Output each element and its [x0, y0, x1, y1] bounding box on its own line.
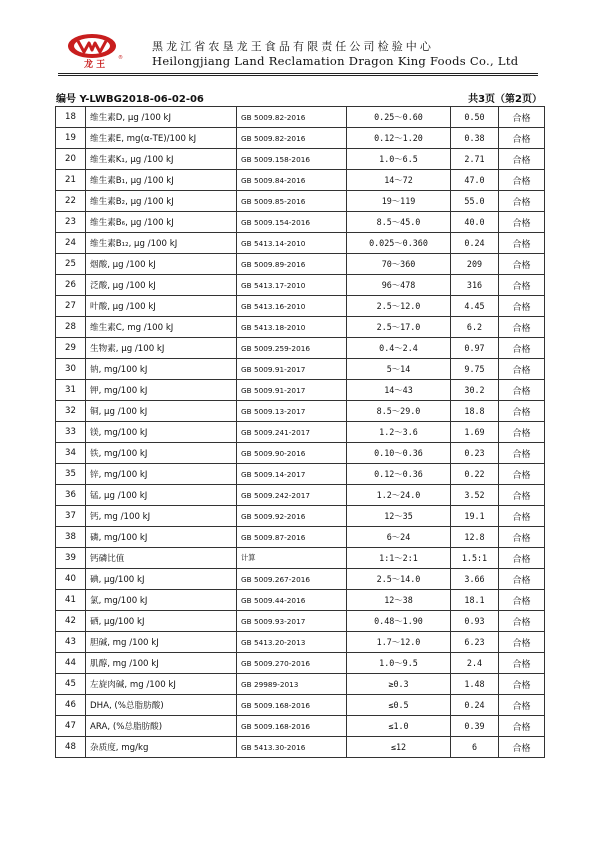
- verdict-cell: 合格: [499, 359, 545, 380]
- test-item-cell: 左旋肉碱, mg /100 kJ: [86, 674, 237, 695]
- test-item-cell: 维生素K₁, μg /100 kJ: [86, 149, 237, 170]
- verdict-cell: 合格: [499, 695, 545, 716]
- test-method-cell: GB 5009.89-2016: [237, 254, 347, 275]
- test-result-cell: 12.8: [451, 527, 499, 548]
- test-method-cell: GB 5009.93-2017: [237, 611, 347, 632]
- test-item-cell: 钙, mg /100 kJ: [86, 506, 237, 527]
- test-item-cell: 泛酸, μg /100 kJ: [86, 275, 237, 296]
- table-row: [56, 422, 545, 443]
- standard-limit-cell: 1.7～12.0: [347, 632, 451, 653]
- row-number-cell: 37: [56, 506, 86, 527]
- test-method-cell: GB 29989-2013: [237, 674, 347, 695]
- verdict-cell: 合格: [499, 674, 545, 695]
- table-row: [56, 716, 545, 737]
- logo-text: 龙 王: [84, 60, 106, 70]
- test-method-cell: GB 5413.20-2013: [237, 632, 347, 653]
- verdict-cell: 合格: [499, 422, 545, 443]
- standard-limit-cell: 12～38: [347, 590, 451, 611]
- standard-limit-cell: 1:1～2:1: [347, 548, 451, 569]
- row-number-cell: 41: [56, 590, 86, 611]
- verdict-cell: 合格: [499, 632, 545, 653]
- test-result-cell: 0.50: [451, 107, 499, 128]
- table-row: [56, 380, 545, 401]
- dragon-king-logo: [62, 32, 132, 70]
- test-item-cell: 肌醇, mg /100 kJ: [86, 653, 237, 674]
- header-rule-bottom: [58, 75, 538, 76]
- test-method-cell: GB 5009.44-2016: [237, 590, 347, 611]
- test-result-cell: 316: [451, 275, 499, 296]
- table-row: [56, 317, 545, 338]
- test-result-cell: 9.75: [451, 359, 499, 380]
- test-result-cell: 0.23: [451, 443, 499, 464]
- test-result-cell: 2.4: [451, 653, 499, 674]
- table-row: [56, 548, 545, 569]
- verdict-cell: 合格: [499, 317, 545, 338]
- page-info: 共3页（第2页）: [468, 94, 542, 105]
- row-number-cell: 32: [56, 401, 86, 422]
- test-item-cell: 锰, μg /100 kJ: [86, 485, 237, 506]
- table-row: [56, 275, 545, 296]
- verdict-cell: 合格: [499, 590, 545, 611]
- standard-limit-cell: 70～360: [347, 254, 451, 275]
- verdict-cell: 合格: [499, 107, 545, 128]
- verdict-cell: 合格: [499, 212, 545, 233]
- table-body: [56, 107, 545, 758]
- row-number-cell: 21: [56, 170, 86, 191]
- row-number-cell: 42: [56, 611, 86, 632]
- row-number-cell: 26: [56, 275, 86, 296]
- verdict-cell: 合格: [499, 380, 545, 401]
- table-row: [56, 254, 545, 275]
- standard-limit-cell: 0.12～1.20: [347, 128, 451, 149]
- table-row: [56, 338, 545, 359]
- test-method-cell: GB 5009.84-2016: [237, 170, 347, 191]
- test-item-cell: 硒, μg/100 kJ: [86, 611, 237, 632]
- test-result-cell: 0.38: [451, 128, 499, 149]
- test-result-cell: 19.1: [451, 506, 499, 527]
- test-item-cell: 钾, mg/100 kJ: [86, 380, 237, 401]
- test-result-cell: 0.97: [451, 338, 499, 359]
- verdict-cell: 合格: [499, 653, 545, 674]
- table-row: [56, 212, 545, 233]
- company-name-cn: 黑龙江省农垦龙王食品有限责任公司检验中心: [152, 40, 434, 53]
- test-item-cell: 钙磷比值: [86, 548, 237, 569]
- row-number-cell: 43: [56, 632, 86, 653]
- test-item-cell: 维生素B₁₂, μg /100 kJ: [86, 233, 237, 254]
- test-item-cell: 氯, mg/100 kJ: [86, 590, 237, 611]
- report-header: [0, 0, 596, 80]
- verdict-cell: 合格: [499, 128, 545, 149]
- test-result-cell: 0.24: [451, 695, 499, 716]
- test-item-cell: 维生素D, μg /100 kJ: [86, 107, 237, 128]
- table-row: [56, 674, 545, 695]
- test-item-cell: 铜, μg /100 kJ: [86, 401, 237, 422]
- test-item-cell: 铁, mg/100 kJ: [86, 443, 237, 464]
- test-method-cell: GB 5009.267-2016: [237, 569, 347, 590]
- row-number-cell: 46: [56, 695, 86, 716]
- test-method-cell: GB 5009.87-2016: [237, 527, 347, 548]
- test-result-cell: 18.1: [451, 590, 499, 611]
- verdict-cell: 合格: [499, 275, 545, 296]
- verdict-cell: 合格: [499, 401, 545, 422]
- report-number: 编号 Y-LWBG2018-06-02-06: [56, 94, 204, 105]
- standard-limit-cell: 1.2～24.0: [347, 485, 451, 506]
- test-item-cell: 维生素E, mg(α-TE)/100 kJ: [86, 128, 237, 149]
- test-item-cell: 磷, mg/100 kJ: [86, 527, 237, 548]
- test-item-cell: 维生素B₁, μg /100 kJ: [86, 170, 237, 191]
- verdict-cell: 合格: [499, 443, 545, 464]
- test-item-cell: 维生素C, mg /100 kJ: [86, 317, 237, 338]
- standard-limit-cell: 8.5～45.0: [347, 212, 451, 233]
- row-number-cell: 28: [56, 317, 86, 338]
- test-result-cell: 1.69: [451, 422, 499, 443]
- test-result-cell: 30.2: [451, 380, 499, 401]
- test-method-cell: GB 5009.92-2016: [237, 506, 347, 527]
- test-result-cell: 209: [451, 254, 499, 275]
- test-result-cell: 1.5:1: [451, 548, 499, 569]
- verdict-cell: 合格: [499, 548, 545, 569]
- verdict-cell: 合格: [499, 338, 545, 359]
- table-row: [56, 527, 545, 548]
- verdict-cell: 合格: [499, 149, 545, 170]
- row-number-cell: 44: [56, 653, 86, 674]
- test-item-cell: 叶酸, μg /100 kJ: [86, 296, 237, 317]
- table-row: [56, 695, 545, 716]
- row-number-cell: 47: [56, 716, 86, 737]
- standard-limit-cell: 0.12～0.36: [347, 464, 451, 485]
- row-number-cell: 45: [56, 674, 86, 695]
- test-method-cell: GB 5009.91-2017: [237, 359, 347, 380]
- test-method-cell: 计算: [237, 548, 347, 569]
- test-method-cell: GB 5413.16-2010: [237, 296, 347, 317]
- standard-limit-cell: 0.25～0.60: [347, 107, 451, 128]
- test-method-cell: GB 5009.270-2016: [237, 653, 347, 674]
- verdict-cell: 合格: [499, 296, 545, 317]
- verdict-cell: 合格: [499, 716, 545, 737]
- table-row: [56, 464, 545, 485]
- test-method-cell: GB 5009.158-2016: [237, 149, 347, 170]
- verdict-cell: 合格: [499, 464, 545, 485]
- table-row: [56, 128, 545, 149]
- row-number-cell: 48: [56, 737, 86, 758]
- test-method-cell: GB 5009.168-2016: [237, 695, 347, 716]
- company-name-en: Heilongjiang Land Reclamation Dragon King Foods Co., Ltd: [152, 54, 519, 68]
- standard-limit-cell: 14～43: [347, 380, 451, 401]
- test-result-cell: 55.0: [451, 191, 499, 212]
- row-number-cell: 31: [56, 380, 86, 401]
- test-item-cell: 钠, mg/100 kJ: [86, 359, 237, 380]
- verdict-cell: 合格: [499, 191, 545, 212]
- verdict-cell: 合格: [499, 254, 545, 275]
- test-result-cell: 3.52: [451, 485, 499, 506]
- test-item-cell: 胆碱, mg /100 kJ: [86, 632, 237, 653]
- table-row: [56, 506, 545, 527]
- test-method-cell: GB 5009.91-2017: [237, 380, 347, 401]
- test-method-cell: GB 5413.30-2016: [237, 737, 347, 758]
- standard-limit-cell: 8.5～29.0: [347, 401, 451, 422]
- test-result-cell: 6: [451, 737, 499, 758]
- test-result-cell: 0.39: [451, 716, 499, 737]
- test-item-cell: 锌, mg/100 kJ: [86, 464, 237, 485]
- test-method-cell: GB 5413.18-2010: [237, 317, 347, 338]
- verdict-cell: 合格: [499, 527, 545, 548]
- table-row: [56, 359, 545, 380]
- standard-limit-cell: 1.0～9.5: [347, 653, 451, 674]
- test-method-cell: GB 5009.90-2016: [237, 443, 347, 464]
- test-item-cell: DHA, (%总脂肪酸): [86, 695, 237, 716]
- test-result-cell: 40.0: [451, 212, 499, 233]
- table-row: [56, 107, 545, 128]
- test-item-cell: 碘, μg/100 kJ: [86, 569, 237, 590]
- test-method-cell: GB 5009.154-2016: [237, 212, 347, 233]
- test-method-cell: GB 5413.14-2010: [237, 233, 347, 254]
- standard-limit-cell: ≤0.5: [347, 695, 451, 716]
- standard-limit-cell: 14～72: [347, 170, 451, 191]
- test-item-cell: 维生素B₂, μg /100 kJ: [86, 191, 237, 212]
- standard-limit-cell: ≥0.3: [347, 674, 451, 695]
- test-result-cell: 0.24: [451, 233, 499, 254]
- row-number-cell: 30: [56, 359, 86, 380]
- row-number-cell: 27: [56, 296, 86, 317]
- test-item-cell: 镁, mg/100 kJ: [86, 422, 237, 443]
- test-method-cell: GB 5009.242-2017: [237, 485, 347, 506]
- test-result-cell: 0.22: [451, 464, 499, 485]
- row-number-cell: 22: [56, 191, 86, 212]
- table-row: [56, 632, 545, 653]
- test-result-cell: 47.0: [451, 170, 499, 191]
- table-row: [56, 149, 545, 170]
- standard-limit-cell: 19～119: [347, 191, 451, 212]
- table-row: [56, 737, 545, 758]
- header-rule-top: [58, 73, 538, 74]
- table-row: [56, 443, 545, 464]
- registered-mark: ®: [118, 55, 123, 61]
- standard-limit-cell: 0.025～0.360: [347, 233, 451, 254]
- inspection-results-table: [55, 106, 545, 758]
- table-row: [56, 590, 545, 611]
- standard-limit-cell: 6～24: [347, 527, 451, 548]
- row-number-cell: 19: [56, 128, 86, 149]
- test-result-cell: 3.66: [451, 569, 499, 590]
- verdict-cell: 合格: [499, 506, 545, 527]
- test-method-cell: GB 5009.13-2017: [237, 401, 347, 422]
- standard-limit-cell: 1.0～6.5: [347, 149, 451, 170]
- test-method-cell: GB 5413.17-2010: [237, 275, 347, 296]
- test-method-cell: GB 5009.85-2016: [237, 191, 347, 212]
- row-number-cell: 36: [56, 485, 86, 506]
- test-method-cell: GB 5009.241-2017: [237, 422, 347, 443]
- standard-limit-cell: 0.10～0.36: [347, 443, 451, 464]
- standard-limit-cell: 1.2～3.6: [347, 422, 451, 443]
- test-method-cell: GB 5009.168-2016: [237, 716, 347, 737]
- row-number-cell: 34: [56, 443, 86, 464]
- table-row: [56, 485, 545, 506]
- test-method-cell: GB 5009.259-2016: [237, 338, 347, 359]
- standard-limit-cell: 5～14: [347, 359, 451, 380]
- verdict-cell: 合格: [499, 485, 545, 506]
- standard-limit-cell: 2.5～14.0: [347, 569, 451, 590]
- test-method-cell: GB 5009.82-2016: [237, 107, 347, 128]
- row-number-cell: 24: [56, 233, 86, 254]
- test-result-cell: 2.71: [451, 149, 499, 170]
- test-result-cell: 18.8: [451, 401, 499, 422]
- row-number-cell: 40: [56, 569, 86, 590]
- table-row: [56, 170, 545, 191]
- test-item-cell: 生物素, μg /100 kJ: [86, 338, 237, 359]
- table-row: [56, 569, 545, 590]
- table-row: [56, 233, 545, 254]
- row-number-cell: 20: [56, 149, 86, 170]
- test-result-cell: 0.93: [451, 611, 499, 632]
- standard-limit-cell: 0.48～1.90: [347, 611, 451, 632]
- standard-limit-cell: 0.4～2.4: [347, 338, 451, 359]
- row-number-cell: 39: [56, 548, 86, 569]
- test-method-cell: GB 5009.82-2016: [237, 128, 347, 149]
- table-row: [56, 401, 545, 422]
- verdict-cell: 合格: [499, 737, 545, 758]
- test-item-cell: 维生素B₆, μg /100 kJ: [86, 212, 237, 233]
- standard-limit-cell: 12～35: [347, 506, 451, 527]
- test-item-cell: ARA, (%总脂肪酸): [86, 716, 237, 737]
- test-item-cell: 杂质度, mg/kg: [86, 737, 237, 758]
- standard-limit-cell: ≤1.0: [347, 716, 451, 737]
- row-number-cell: 33: [56, 422, 86, 443]
- table-row: [56, 653, 545, 674]
- verdict-cell: 合格: [499, 233, 545, 254]
- row-number-cell: 18: [56, 107, 86, 128]
- table-row: [56, 191, 545, 212]
- row-number-cell: 23: [56, 212, 86, 233]
- test-method-cell: GB 5009.14-2017: [237, 464, 347, 485]
- row-number-cell: 35: [56, 464, 86, 485]
- row-number-cell: 25: [56, 254, 86, 275]
- row-number-cell: 38: [56, 527, 86, 548]
- verdict-cell: 合格: [499, 611, 545, 632]
- table-row: [56, 296, 545, 317]
- standard-limit-cell: 2.5～12.0: [347, 296, 451, 317]
- verdict-cell: 合格: [499, 170, 545, 191]
- test-item-cell: 烟酸, μg /100 kJ: [86, 254, 237, 275]
- verdict-cell: 合格: [499, 569, 545, 590]
- standard-limit-cell: 96～478: [347, 275, 451, 296]
- test-result-cell: 4.45: [451, 296, 499, 317]
- table-row: [56, 611, 545, 632]
- standard-limit-cell: ≤12: [347, 737, 451, 758]
- row-number-cell: 29: [56, 338, 86, 359]
- test-result-cell: 1.48: [451, 674, 499, 695]
- test-result-cell: 6.2: [451, 317, 499, 338]
- test-result-cell: 6.23: [451, 632, 499, 653]
- standard-limit-cell: 2.5～17.0: [347, 317, 451, 338]
